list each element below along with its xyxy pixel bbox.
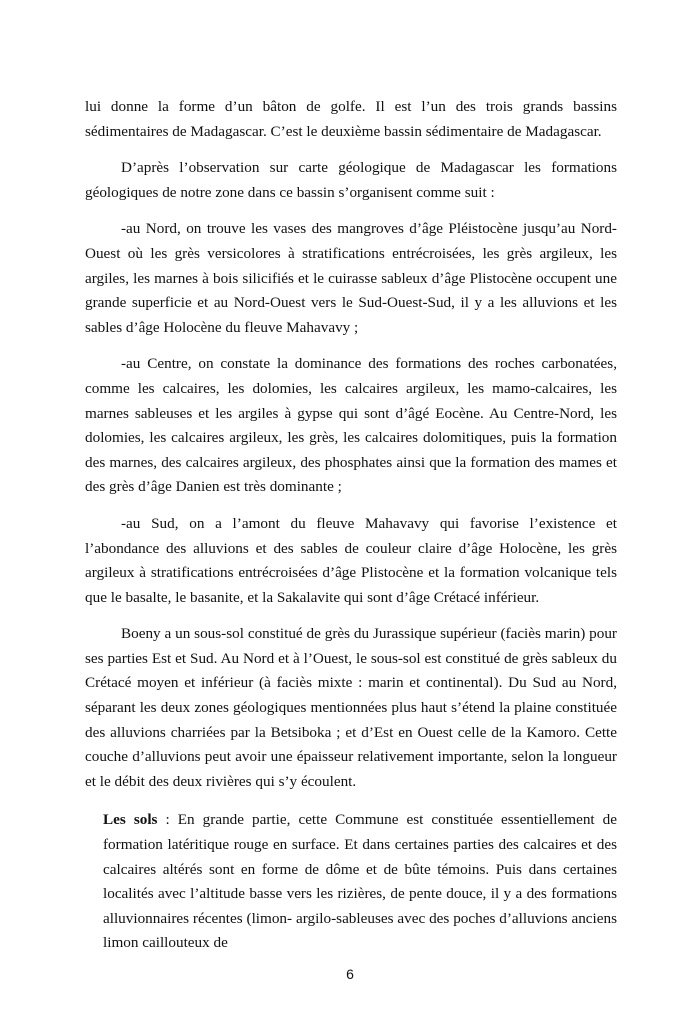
sols-text: : En grande partie, cette Commune est constituée essentiellement de formation latéritique rouge en surface. Et dans certaines parties des calcaires et des calcaires altérés sont en forme de dôme et de bûte témoins. Puis dans certaines localités avec l’altitude basse vers les rizières, de pente douce, il y a des formations alluvionnaires récentes (limon- argilo-sableuses avec des poches d’alluvions anciens limon caillouteux de xyxy=(103,811,618,952)
paragraph-centre: -au Centre, on constate la dominance des formations des roches carbonatées, comme les calcaires, les dolomies, les calcaires argileux, les mamo-calcaires, les marnes sableuses et les argiles à gypse qui sont d’âgé Eocène. Au Centre-Nord, les dolomies, les calcaires argileux, les grès, les calcaires dolomitiques, puis la formation des marnes, des calcaires argileux, des phosphates ainsi que la formation des mames et des grès d’âge Danien est très dominante ; xyxy=(85,355,617,496)
document-page xyxy=(85,95,617,968)
paragraph-les-sols xyxy=(103,808,617,956)
paragraph-carte-geologique: D’après l’observation sur carte géologique de Madagascar les formations géologiques de notre zone dans ce bassin s’organisent comme suit : xyxy=(85,159,617,201)
page-number: 6 xyxy=(346,966,354,982)
paragraph-nord: -au Nord, on trouve les vases des mangroves d’âge Pléistocène jusqu’au Nord-Ouest où les grès versicolores à stratifications entrécroisées, les grès argileux, les argiles, les marnes à bois silicifiés et le cuirasse sableux d’âge Plistocène occupent une grande superficie et au Nord-Ouest vers le Sud-Ouest-Sud, il y a les alluvions et les sables d’âge Holocène du fleuve Mahavavy ; xyxy=(85,220,617,336)
paragraph-sud: -au Sud, on a l’amont du fleuve Mahavavy qui favorise l’existence et l’abondance des alluvions et des sables de couleur claire d’âge Holocène, les grès argileux à stratifications entrécroisées d’âge Plistocène et la formation volcanique tels que le basalte, le basanite, et la Sakalavite qui sont d’âge Crétacé inférieur. xyxy=(85,514,617,606)
paragraph-bassin-continuation: lui donne la forme d’un bâton de golfe. Il est l’un des trois grands bassins sédimentaires de Madagascar. C’est le deuxième bassin sédimentaire de Madagascar. xyxy=(85,98,617,140)
sols-heading: Les sols xyxy=(103,811,158,829)
paragraph-boeny-sous-sol: Boeny a un sous-sol constitué de grès du Jurassique supérieur (faciès marin) pour ses parties Est et Sud. Au Nord et à l’Ouest, le sous-sol est constitué de grès sableux du Crétacé moyen et inférieur (à faciès mixte : marin et continental). Du Sud au Nord, séparant les deux zones géologiques mentionnées plus haut s’étend la plaine constituée des alluvions charriées par la Betsiboka ; et d’Est en Ouest celle de la Kamoro. Cette couche d’alluvions peut avoir une épaisseur relativement importante, selon la longueur et le débit des deux rivières qui s’y écoulent. xyxy=(85,625,617,790)
